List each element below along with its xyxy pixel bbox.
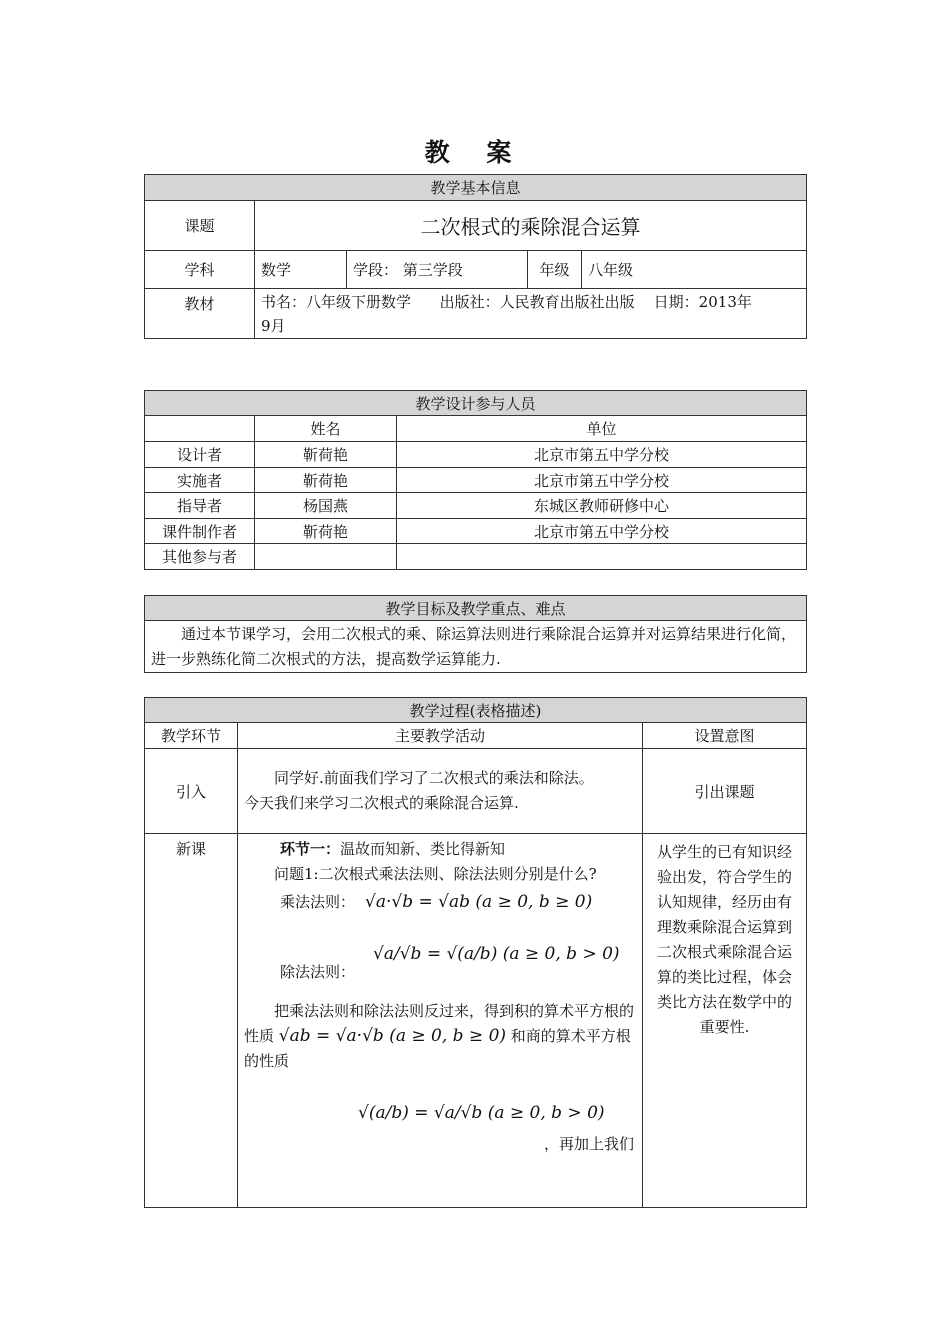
people-corner xyxy=(145,416,255,442)
basic-info-table xyxy=(144,174,807,339)
table-row xyxy=(145,493,807,519)
textbook-line2: 9月 xyxy=(261,317,286,335)
process-table xyxy=(144,697,807,1208)
newlesson-stage: 新课 xyxy=(145,834,238,1208)
process-header: 教学过程(表格描述) xyxy=(145,698,807,723)
tail-text: ，再加上我们 xyxy=(543,1135,634,1153)
basic-info-header: 教学基本信息 xyxy=(145,175,807,201)
quotient-text: 和商的算术平方根的性质 xyxy=(244,1027,631,1070)
role-cell: 设计者 xyxy=(145,442,255,468)
newlesson-row xyxy=(145,834,807,1208)
unit-cell: 北京市第五中学分校 xyxy=(397,468,807,493)
div-formula: √a/√b = √(a/b) (a ≥ 0, b > 0) xyxy=(373,944,620,964)
unit-cell: 北京市第五中学分校 xyxy=(397,442,807,468)
reverse-text: 把乘法法则和除法法则反过来，得到积的算术平方根的性质 xyxy=(244,1002,635,1045)
people-col-unit: 单位 xyxy=(397,416,807,442)
name-cell: 靳荷艳 xyxy=(255,519,397,544)
intro-stage: 引入 xyxy=(145,749,238,834)
stage-cell xyxy=(347,251,528,289)
goals-header: 教学目标及教学重点、难点 xyxy=(145,596,807,621)
stage-value: 第三学段 xyxy=(402,261,463,279)
section-text: 温故而知新、类比得新知 xyxy=(340,840,506,858)
topic-value: 二次根式的乘除混合运算 xyxy=(255,201,807,251)
unit-cell: 东城区教师研修中心 xyxy=(397,493,807,519)
name-cell: 靳荷艳 xyxy=(255,442,397,468)
role-cell: 其他参与者 xyxy=(145,544,255,570)
role-cell: 实施者 xyxy=(145,468,255,493)
table-row xyxy=(145,468,807,493)
newlesson-activity xyxy=(238,834,643,1208)
table-row xyxy=(145,519,807,544)
stage-label: 学段： xyxy=(353,261,399,279)
name-cell xyxy=(255,544,397,570)
table-row xyxy=(145,442,807,468)
table-row xyxy=(145,544,807,570)
question-text: 问题1:二次根式乘法法则、除法法则分别是什么? xyxy=(274,865,597,883)
topic-label: 课题 xyxy=(145,201,255,251)
unit-cell xyxy=(397,544,807,570)
newlesson-intent: 从学生的已有知识经验出发，符合学生的认知规律，经历由有理数乘除混合运算到二次根式乘除混合运算的类比过程，体会类比方法在数学中的重要性. xyxy=(643,834,807,1208)
product-formula: √ab = √a·√b (a ≥ 0, b ≥ 0) xyxy=(278,1026,507,1046)
goals-text: 通过本节课学习，会用二次根式的乘、除运算法则进行乘除混合运算并对运算结果进行化简，进一步熟练化简二次根式的方法，提高数学运算能力. xyxy=(145,621,807,673)
name-cell: 靳荷艳 xyxy=(255,468,397,493)
quotient-formula: √(a/b) = √a/√b (a ≥ 0, b > 0) xyxy=(358,1103,605,1123)
mult-label: 乘法法则： xyxy=(280,893,356,911)
people-col-name: 姓名 xyxy=(255,416,397,442)
name-cell: 杨国燕 xyxy=(255,493,397,519)
role-cell: 课件制作者 xyxy=(145,519,255,544)
role-cell: 指导者 xyxy=(145,493,255,519)
textbook-label: 教材 xyxy=(145,289,255,339)
grade-label: 年级 xyxy=(528,251,582,289)
intro-activity: 同学好.前面我们学习了二次根式的乘法和除法。今天我们来学习二次根式的乘除混合运算. xyxy=(238,749,643,834)
div-label: 除法法则： xyxy=(280,963,356,981)
people-table xyxy=(144,390,807,570)
process-col-stage: 教学环节 xyxy=(145,723,238,749)
intro-intent: 引出课题 xyxy=(643,749,807,834)
section-title: 环节一： xyxy=(280,840,341,858)
grade-value: 八年级 xyxy=(582,251,807,289)
intro-row xyxy=(145,749,807,834)
textbook-line1: 书名：八年级下册数学 出版社：人民教育出版社出版 日期：2013年 xyxy=(261,293,752,311)
mult-formula: √a·√b = √ab (a ≥ 0, b ≥ 0) xyxy=(365,892,593,912)
process-col-activity: 主要教学活动 xyxy=(238,723,643,749)
subject-label: 学科 xyxy=(145,251,255,289)
process-col-intent: 设置意图 xyxy=(643,723,807,749)
unit-cell: 北京市第五中学分校 xyxy=(397,519,807,544)
subject-value: 数学 xyxy=(255,251,347,289)
page-title: 教 案 xyxy=(424,138,526,167)
goals-table xyxy=(144,595,807,673)
people-header: 教学设计参与人员 xyxy=(145,391,807,416)
textbook-value xyxy=(255,289,807,339)
